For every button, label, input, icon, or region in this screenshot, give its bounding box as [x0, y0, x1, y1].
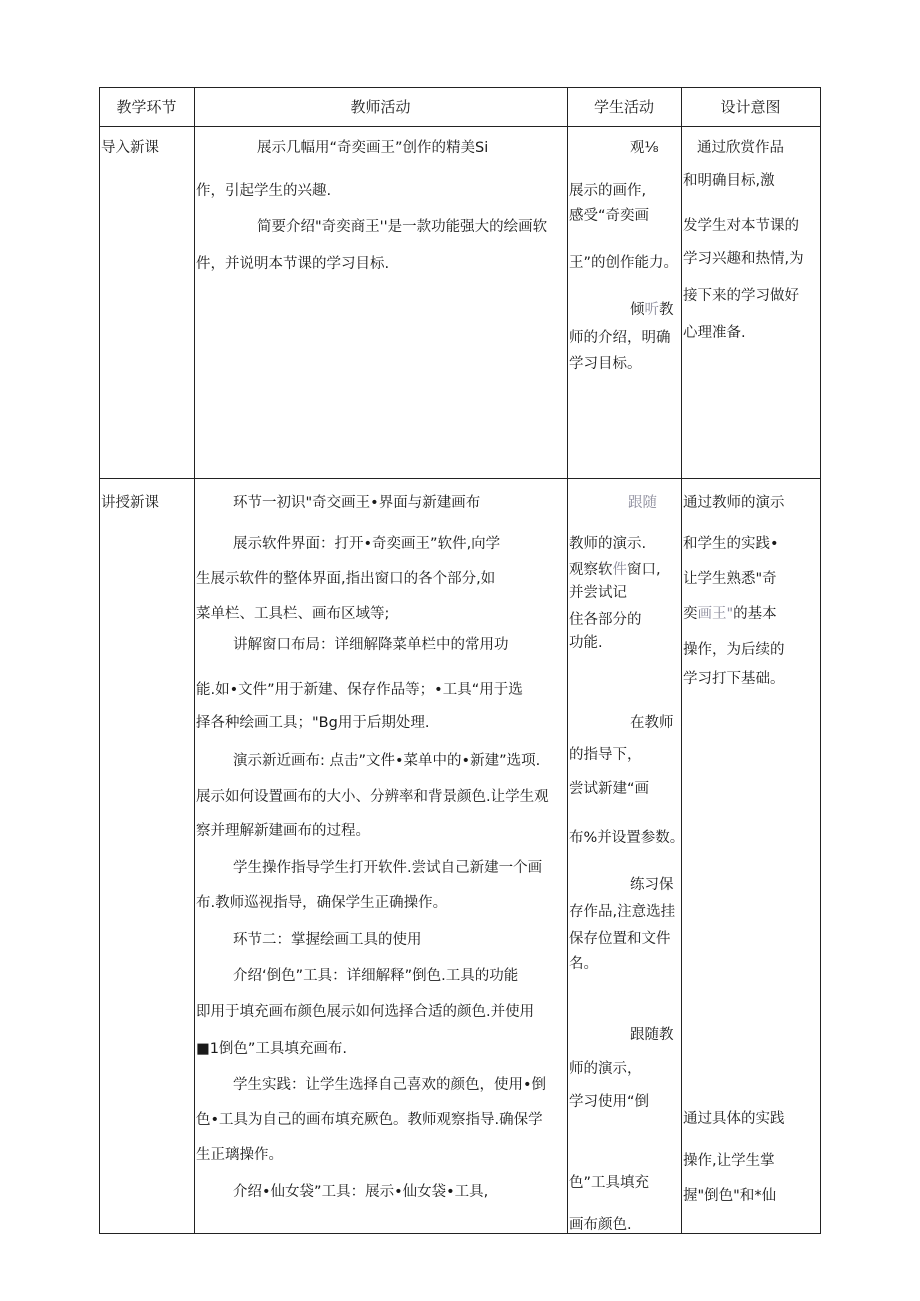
row1-design-line: 发学生对本节课的 — [683, 218, 799, 234]
row1-design-line: 心理准备. — [683, 325, 746, 341]
row2-student-line: 并尝试记 — [569, 585, 627, 601]
row1-student-line: 倾听教 — [630, 302, 674, 318]
row2-student-line: 住各部分的 — [569, 612, 642, 628]
row1-teacher-line: 件，并说明本节课的学习目标. — [196, 256, 390, 272]
row2-teacher-line: 色•工具为自己的画布填充厥色。教师观察指导.确保学 — [196, 1112, 543, 1128]
row2-teacher-line: 布.教师巡视指导，确保学生正确操作。 — [196, 895, 448, 911]
row2-student-line: 跟随 — [628, 495, 657, 511]
row2-teacher-line: 菜单栏、工具栏、画布区域等; — [196, 606, 390, 622]
row2-teacher-line: 能.如•文件”用于新建、保存作品等；•工具“用于选 — [196, 682, 523, 698]
row1-student-line: 感受“奇奕画 — [569, 208, 650, 224]
row2-student-line: 保存位置和文件 — [569, 931, 671, 947]
row2-student-line: 布%并设置参数。 — [569, 830, 685, 846]
row2-student-line: 的指导下， — [569, 747, 642, 763]
row2-design-line: 让学生熟悉"奇 — [683, 571, 777, 587]
header-stage: 教学环节 — [116, 98, 177, 116]
row2-design-line: 操作,让学生掌 — [683, 1153, 775, 1169]
row1-teacher-line: 简要介绍"奇奕商王''是一款功能强大的绘画软 — [257, 219, 548, 235]
row2-design-line: 握"倒色"和*仙 — [683, 1188, 777, 1204]
header-design: 设计意图 — [720, 98, 781, 116]
row2-design-line: 通过具体的实践 — [683, 1111, 785, 1127]
row2-student-line: 尝试新建“画 — [569, 781, 650, 797]
row2-student-line: 学习使用“倒 — [569, 1094, 650, 1110]
row2-student-line: 师的演示， — [569, 1061, 642, 1077]
row2-teacher-line: 生正璃操作。 — [196, 1147, 283, 1163]
row1-student-line: 展示的画作, — [569, 183, 647, 199]
row2-teacher-line: 介绍‘倒色”工具：详细解释”倒色.工具的功能 — [233, 968, 519, 984]
row2-teacher-line: 即用于填充画布颜色展示如何选择合适的颜色.并使用 — [196, 1004, 535, 1020]
row2-student-line: 练习保 — [630, 877, 674, 893]
row2-teacher-line: 讲解窗口布局：详细解降菜单栏中的常用功 — [233, 637, 509, 653]
row2-student-line: 存作品,注意选挂 — [569, 904, 676, 920]
row1-design-line: 和明确目标,激 — [683, 173, 775, 189]
row2-student-line: 在教师 — [630, 715, 674, 731]
row1-design-line: 通过欣赏作品 — [697, 140, 784, 156]
col-divider-3 — [681, 87, 682, 1234]
row2-student-line: 功能. — [569, 635, 603, 651]
row1-student-line: 师的介绍，明确 — [569, 330, 671, 346]
table-left-border — [99, 87, 100, 1234]
row2-teacher-line: 察并理解新建画布的过程。 — [196, 823, 370, 839]
row2-design-line: 通过教师的演示 — [683, 495, 785, 511]
row2-teacher-line: 择各种绘画工具；"Bg用于后期处理. — [196, 715, 430, 731]
row1-teacher-line: 展示几幅用“奇奕画王”创作的精美Si — [257, 140, 489, 156]
col-divider-2 — [567, 87, 568, 1234]
row2-teacher-line: 学生实践：让学生选择自己喜欢的颜色，使用•倒 — [233, 1077, 547, 1093]
row2-teacher-line: 环节二：掌握绘画工具的使用 — [233, 932, 422, 948]
row2-student-line: 色”工具填充 — [569, 1175, 650, 1191]
table-right-border — [820, 87, 821, 1234]
row2-student-line: 跟随教 — [630, 1027, 674, 1043]
row1-teacher-line: 作，引起学生的兴趣. — [196, 183, 332, 199]
row2-teacher-line: 展示软件界面：打开•奇奕画王”软件,向学 — [233, 536, 501, 552]
row2-student-line: 名。 — [569, 956, 598, 972]
table-top-border — [99, 87, 821, 88]
header-bottom-border — [99, 126, 821, 127]
row2-design-line: 奕画王"的基本 — [683, 606, 777, 622]
header-student: 学生活动 — [593, 98, 654, 116]
row2-design-line: 学习打下基础。 — [683, 671, 785, 687]
row1-student-line: 王”的创作能力。 — [569, 255, 679, 271]
header-teacher: 教师活动 — [350, 98, 411, 116]
row2-design-line: 和学生的实践• — [683, 536, 779, 552]
row2-teacher-line: 生展示软件的整体界面,指出窗口的各个部分,如 — [196, 571, 496, 587]
row2-student-line: 观察软件窗口, — [569, 562, 661, 578]
row1-design-line: 学习兴趣和热情,为 — [683, 251, 804, 267]
row2-design-line: 操作，为后续的 — [683, 642, 785, 658]
row2-teacher-line: 环节一初识"奇交画王•界面与新建画布 — [233, 495, 481, 511]
row1-bottom-border — [99, 478, 821, 479]
row1-student-line: 观⅛ — [630, 140, 659, 156]
row2-student-line: 画布颜色. — [569, 1217, 632, 1233]
row2-teacher-line: 学生操作指导学生打开软件.尝试自己新建一个画 — [233, 860, 543, 876]
row2-teacher-line: 介绍•仙女袋”工具：展示•仙女袋•工具, — [233, 1184, 489, 1200]
row1-stage: 导入新课 — [101, 140, 159, 156]
row1-design-line: 接下来的学习做好 — [683, 288, 799, 304]
row1-student-line: 学习目标。 — [569, 356, 642, 372]
row2-teacher-line: 演示新近画布: 点击”文件•菜单中的•新建”选项. — [233, 753, 541, 769]
table-bottom-border — [99, 1233, 821, 1234]
row2-teacher-line: 展示如何设置画布的大小、分辨率和背景颜色.让学生观 — [196, 789, 549, 805]
col-divider-1 — [194, 87, 195, 1234]
row2-teacher-line: ■1倒色”工具填充画布. — [196, 1041, 348, 1057]
row2-stage: 讲授新课 — [101, 495, 159, 511]
row2-student-line: 教师的演示. — [569, 536, 647, 552]
